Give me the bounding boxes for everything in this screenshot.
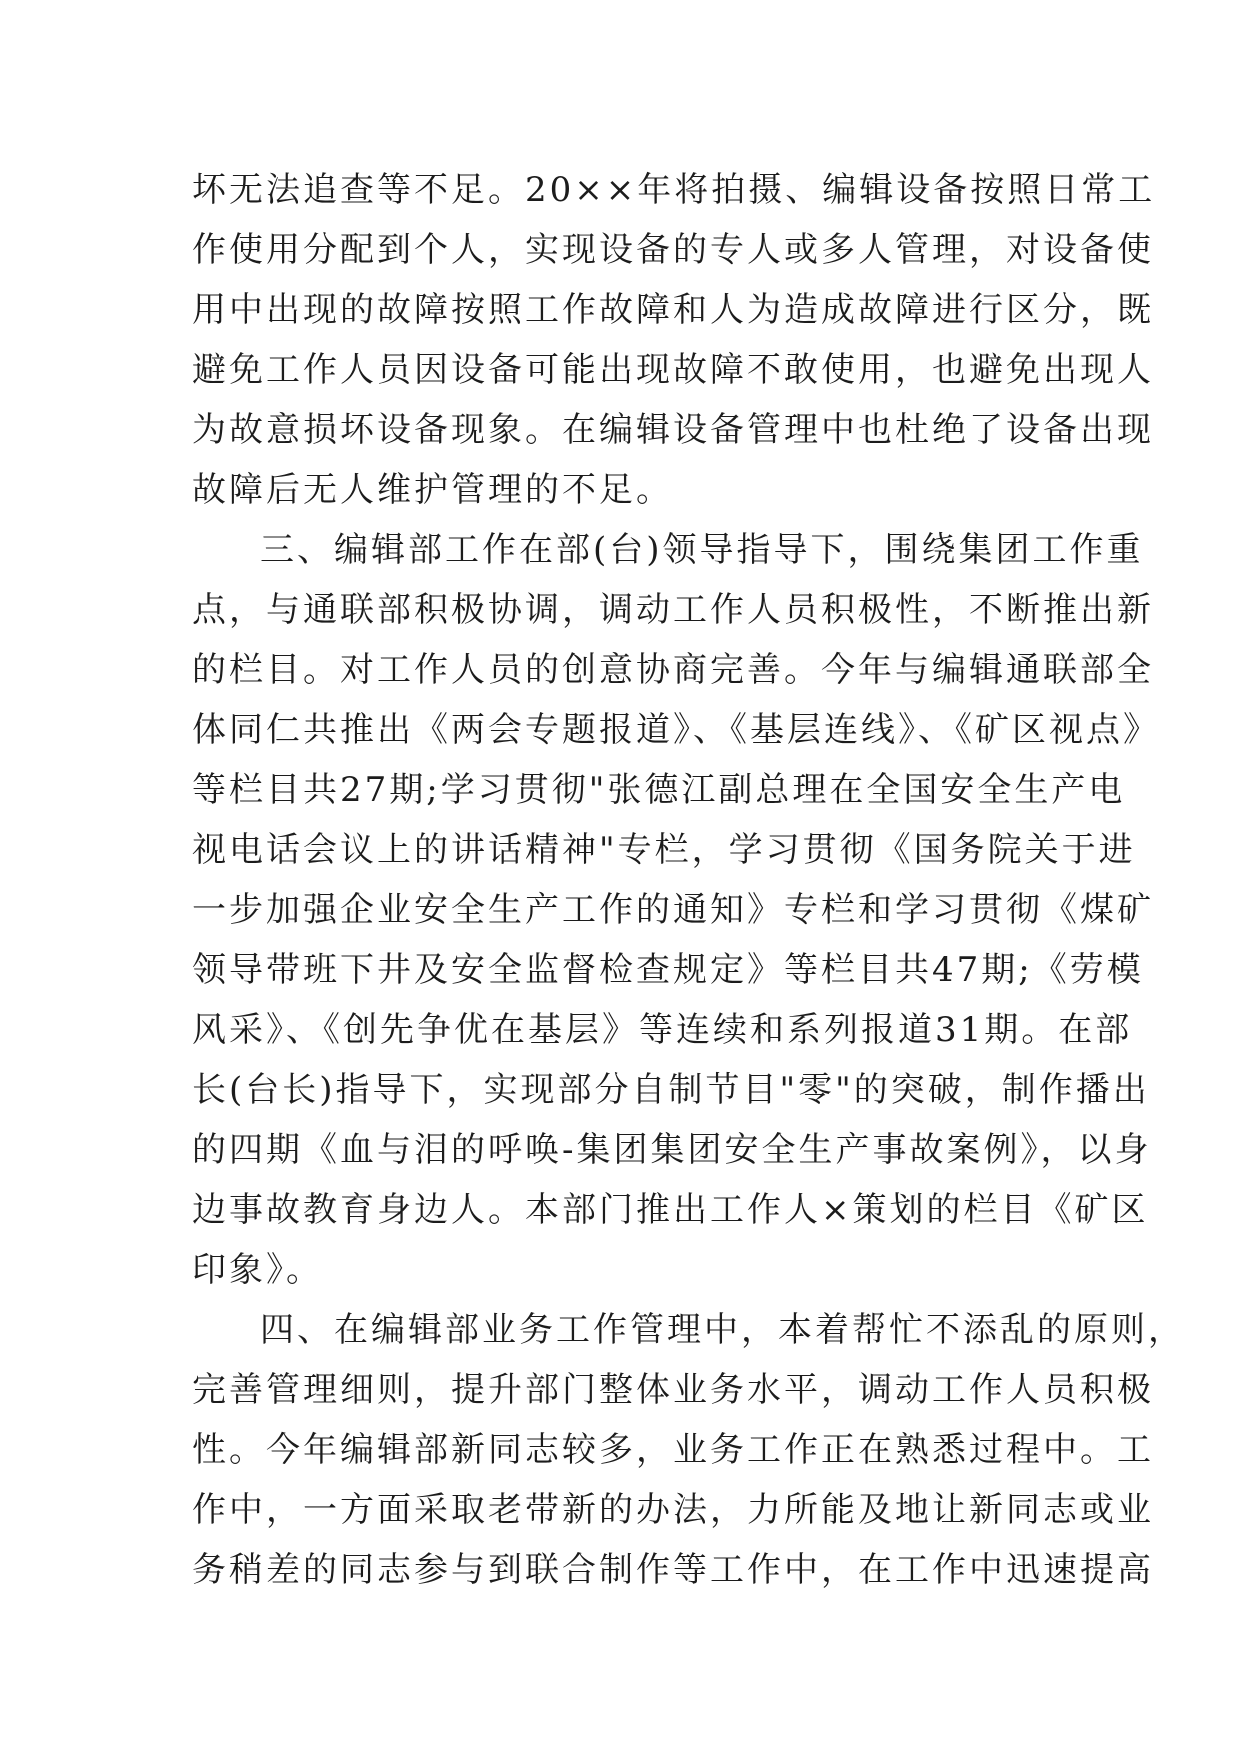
text-line: 边事故教育身边人。本部门推出工作人×策划的栏目《矿区 xyxy=(192,1190,1149,1230)
text-line: 为故意损坏设备现象。在编辑设备管理中也杜绝了设备出现 xyxy=(192,410,1154,450)
text-line: 体同仁共推出《两会专题报道》、《基层连线》、《矿区视点》 xyxy=(192,710,1160,750)
text-line: 三、编辑部工作在部(台)领导指导下，围绕集团工作重 xyxy=(260,530,1144,570)
text-line: 一步加强企业安全生产工作的通知》专栏和学习贯彻《煤矿 xyxy=(192,890,1154,930)
text-line: 避免工作人员因设备可能出现故障不敢使用，也避免出现人 xyxy=(192,350,1154,390)
text-line: 完善管理细则，提升部门整体业务水平，调动工作人员积极 xyxy=(192,1370,1154,1410)
document-body xyxy=(192,160,1185,1600)
text-line: 故障后无人维护管理的不足。 xyxy=(192,470,673,510)
text-line: 风采》、《创先争优在基层》等连续和系列报道31期。在部 xyxy=(192,1010,1133,1050)
text-line: 务稍差的同志参与到联合制作等工作中，在工作中迅速提高 xyxy=(192,1550,1154,1590)
text-line: 点，与通联部积极协调，调动工作人员积极性，不断推出新 xyxy=(192,590,1154,630)
text-line: 的栏目。对工作人员的创意协商完善。今年与编辑通联部全 xyxy=(192,650,1154,690)
text-line: 用中出现的故障按照工作故障和人为造成故障进行区分，既 xyxy=(192,290,1154,330)
text-line: 作中，一方面采取老带新的办法，力所能及地让新同志或业 xyxy=(192,1490,1154,1530)
text-line: 的四期《血与泪的呼唤-集团集团安全生产事故案例》，以身 xyxy=(192,1130,1152,1170)
text-line: 四、在编辑部业务工作管理中，本着帮忙不添乱的原则， xyxy=(260,1310,1185,1350)
text-line: 领导带班下井及安全监督检查规定》等栏目共47期;《劳模 xyxy=(192,950,1144,990)
text-line: 性。今年编辑部新同志较多，业务工作正在熟悉过程中。工 xyxy=(192,1430,1154,1470)
text-line: 坏无法追查等不足。20××年将拍摄、编辑设备按照日常工 xyxy=(192,170,1156,210)
text-line: 印象》。 xyxy=(192,1250,323,1290)
text-line: 视电话会议上的讲话精神"专栏，学习贯彻《国务院关于进 xyxy=(192,830,1136,870)
text-line: 作使用分配到个人，实现设备的专人或多人管理，对设备使 xyxy=(192,230,1154,270)
text-line: 长(台长)指导下，实现部分自制节目"零"的突破，制作播出 xyxy=(192,1070,1150,1110)
text-line: 等栏目共27期;学习贯彻"张德江副总理在全国安全生产电 xyxy=(192,770,1126,810)
